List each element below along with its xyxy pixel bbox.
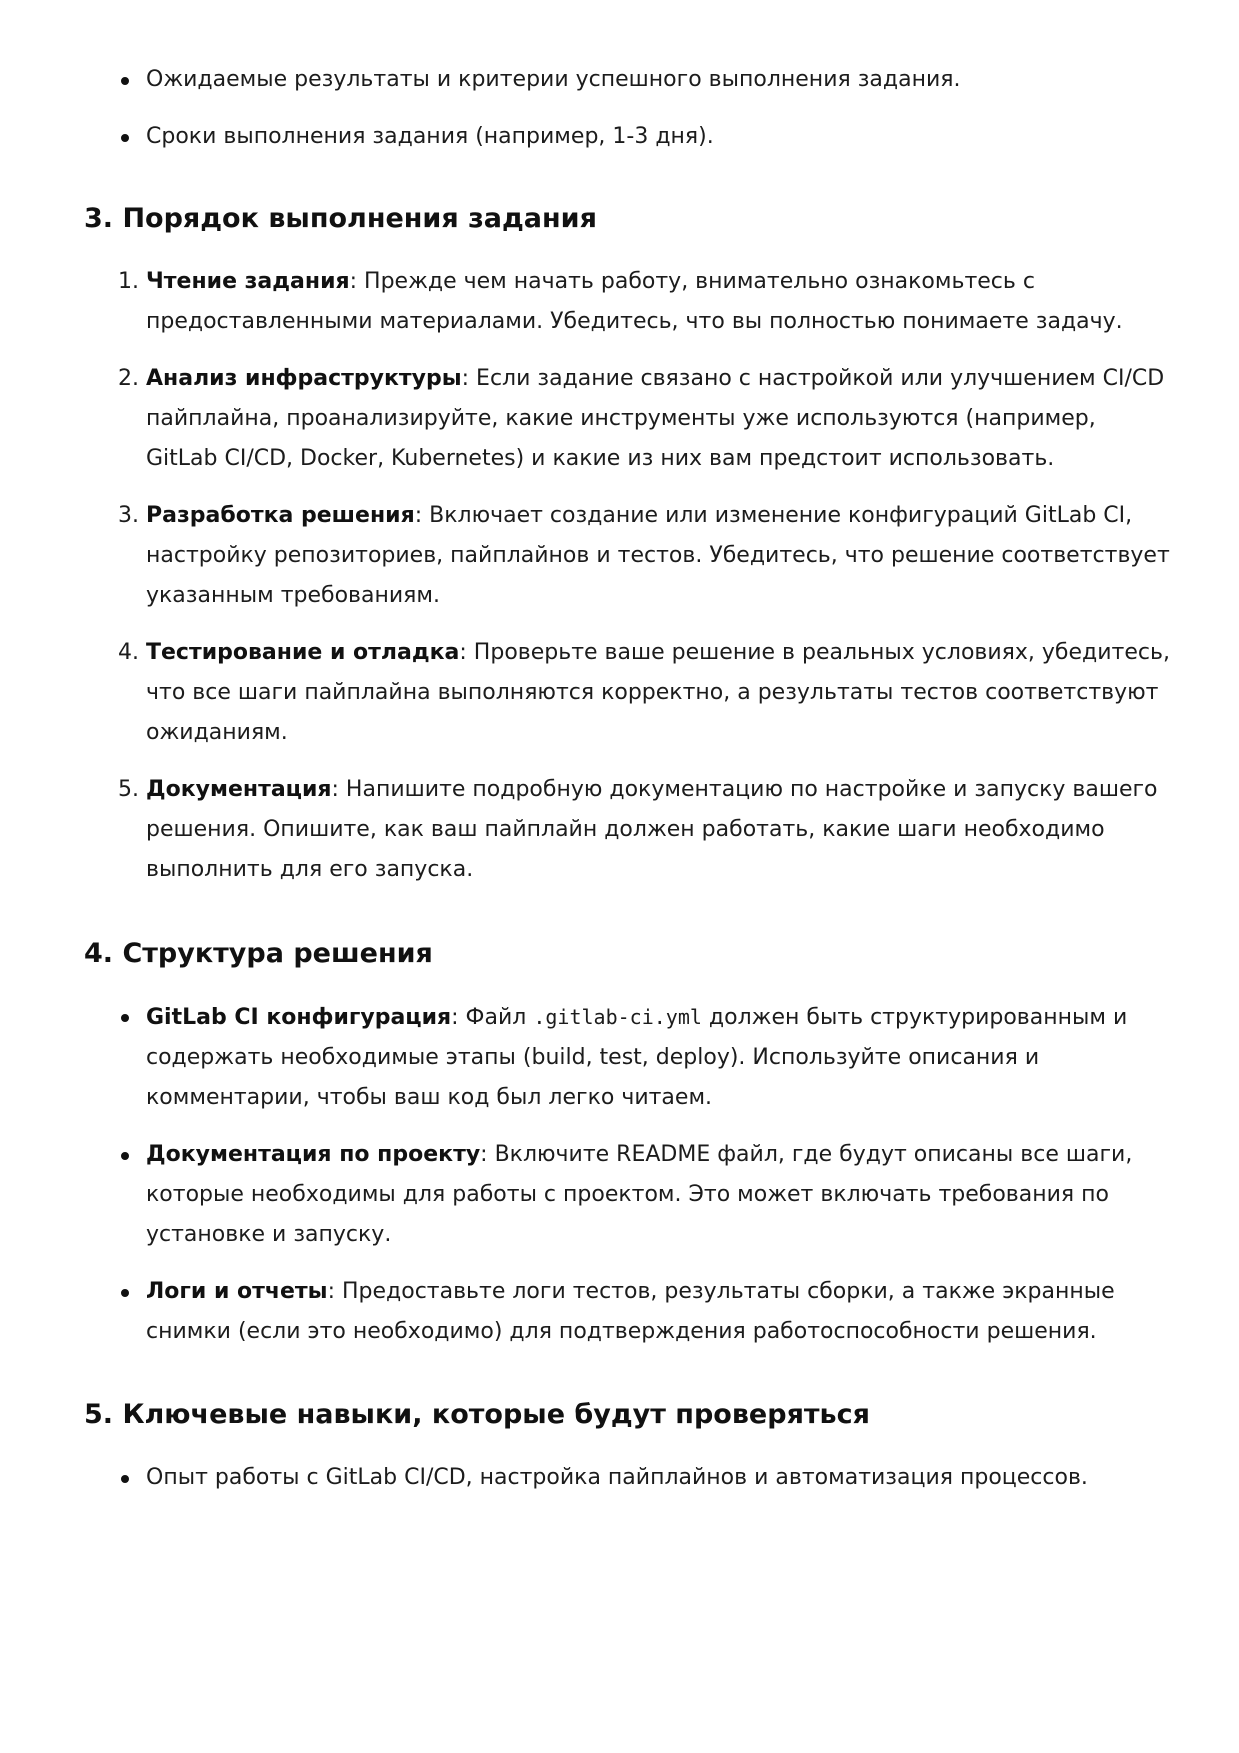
item-text: : Предоставьте логи тестов, результаты сборки, а также экранные снимки (если это необходимо) для подтверждения работоспособности решения.: [146, 1279, 1115, 1344]
list-item: [84, 60, 1174, 100]
numbered-item: [84, 496, 1174, 616]
bullet-icon: [121, 77, 129, 85]
inline-code: .gitlab-ci.yml: [533, 1005, 702, 1029]
item-text: : Прежде чем начать работу, внимательно ознакомьтесь с предоставленными материалами. Убедитесь, что вы полностью понимаете задачу.: [146, 269, 1123, 334]
numbered-item: [84, 262, 1174, 342]
bullet-icon: [121, 134, 129, 142]
document-content: [84, 60, 1174, 1498]
list-item-text: Опыт работы с GitLab CI/CD, настройка пайплайнов и автоматизация процессов.: [146, 1465, 1088, 1490]
section-5-heading: 5. Ключевые навыки, которые будут проверяться: [84, 1399, 870, 1430]
item-term: Логи и отчеты: [146, 1279, 328, 1304]
bullet-icon: [121, 1014, 129, 1022]
list-item: [84, 1272, 1174, 1352]
item-term: Тестирование и отладка: [146, 640, 460, 665]
item-term: Чтение задания: [146, 269, 350, 294]
section-3-numbered-list: [84, 262, 1174, 890]
item-number: 3.: [118, 503, 139, 528]
list-item-text: Ожидаемые результаты и критерии успешного выполнения задания.: [146, 67, 961, 92]
section-4-heading: 4. Структура решения: [84, 938, 433, 969]
item-number: 4.: [118, 640, 139, 665]
section-4-bullet-list: [84, 997, 1174, 1352]
section-3-heading: 3. Порядок выполнения задания: [84, 203, 597, 234]
section-5-bullet-list: [84, 1458, 1174, 1498]
bullet-icon: [121, 1289, 129, 1297]
list-item: [84, 997, 1174, 1118]
item-text: : Проверьте ваше решение в реальных условиях, убедитесь, что все шаги пайплайна выполняются корректно, а результаты тестов соответствуют ожиданиям.: [146, 640, 1170, 745]
list-item: [84, 1135, 1174, 1255]
top-bullet-list: [84, 60, 1174, 157]
item-term: Документация: [146, 777, 332, 802]
item-term: Документация по проекту: [146, 1142, 481, 1167]
item-text: : Включает создание или изменение конфигураций GitLab CI, настройку репозиториев, пайплайнов и тестов. Убедитесь, что решение соответствует указанным требованиям.: [146, 503, 1170, 608]
item-text: : Напишите подробную документацию по настройке и запуску вашего решения. Опишите, как ваш пайплайн должен работать, какие шаги необходимо выполнить для его запуска.: [146, 777, 1158, 882]
item-term: Анализ инфраструктуры: [146, 366, 462, 391]
item-term: GitLab CI конфигурация: [146, 1005, 452, 1030]
list-item: [84, 117, 1174, 157]
list-item: [84, 1458, 1174, 1498]
item-text: : Включите README файл, где будут описаны все шаги, которые необходимы для работы с проектом. Это может включать требования по установке и запуску.: [146, 1142, 1133, 1247]
numbered-item: [84, 770, 1174, 890]
item-number: 2.: [118, 366, 139, 391]
item-text: : Файл: [451, 1005, 534, 1030]
item-text: : Если задание связано с настройкой или улучшением CI/CD пайплайна, проанализируйте, какие инструменты уже используются (например, GitLab CI/CD, Docker, Kubernetes) и какие из них вам предстоит использовать.: [146, 366, 1165, 471]
list-item-text: Сроки выполнения задания (например, 1-3 дня).: [146, 124, 714, 149]
item-number: 5.: [118, 777, 139, 802]
bullet-icon: [121, 1152, 129, 1160]
item-term: Разработка решения: [146, 503, 415, 528]
numbered-item: [84, 633, 1174, 753]
numbered-item: [84, 359, 1174, 479]
item-number: 1.: [118, 269, 139, 294]
bullet-icon: [121, 1475, 129, 1483]
item-text: должен быть структурированным и содержать необходимые этапы (build, test, deploy). Используйте описания и комментарии, чтобы ваш код был легко читаем.: [146, 1005, 1128, 1110]
